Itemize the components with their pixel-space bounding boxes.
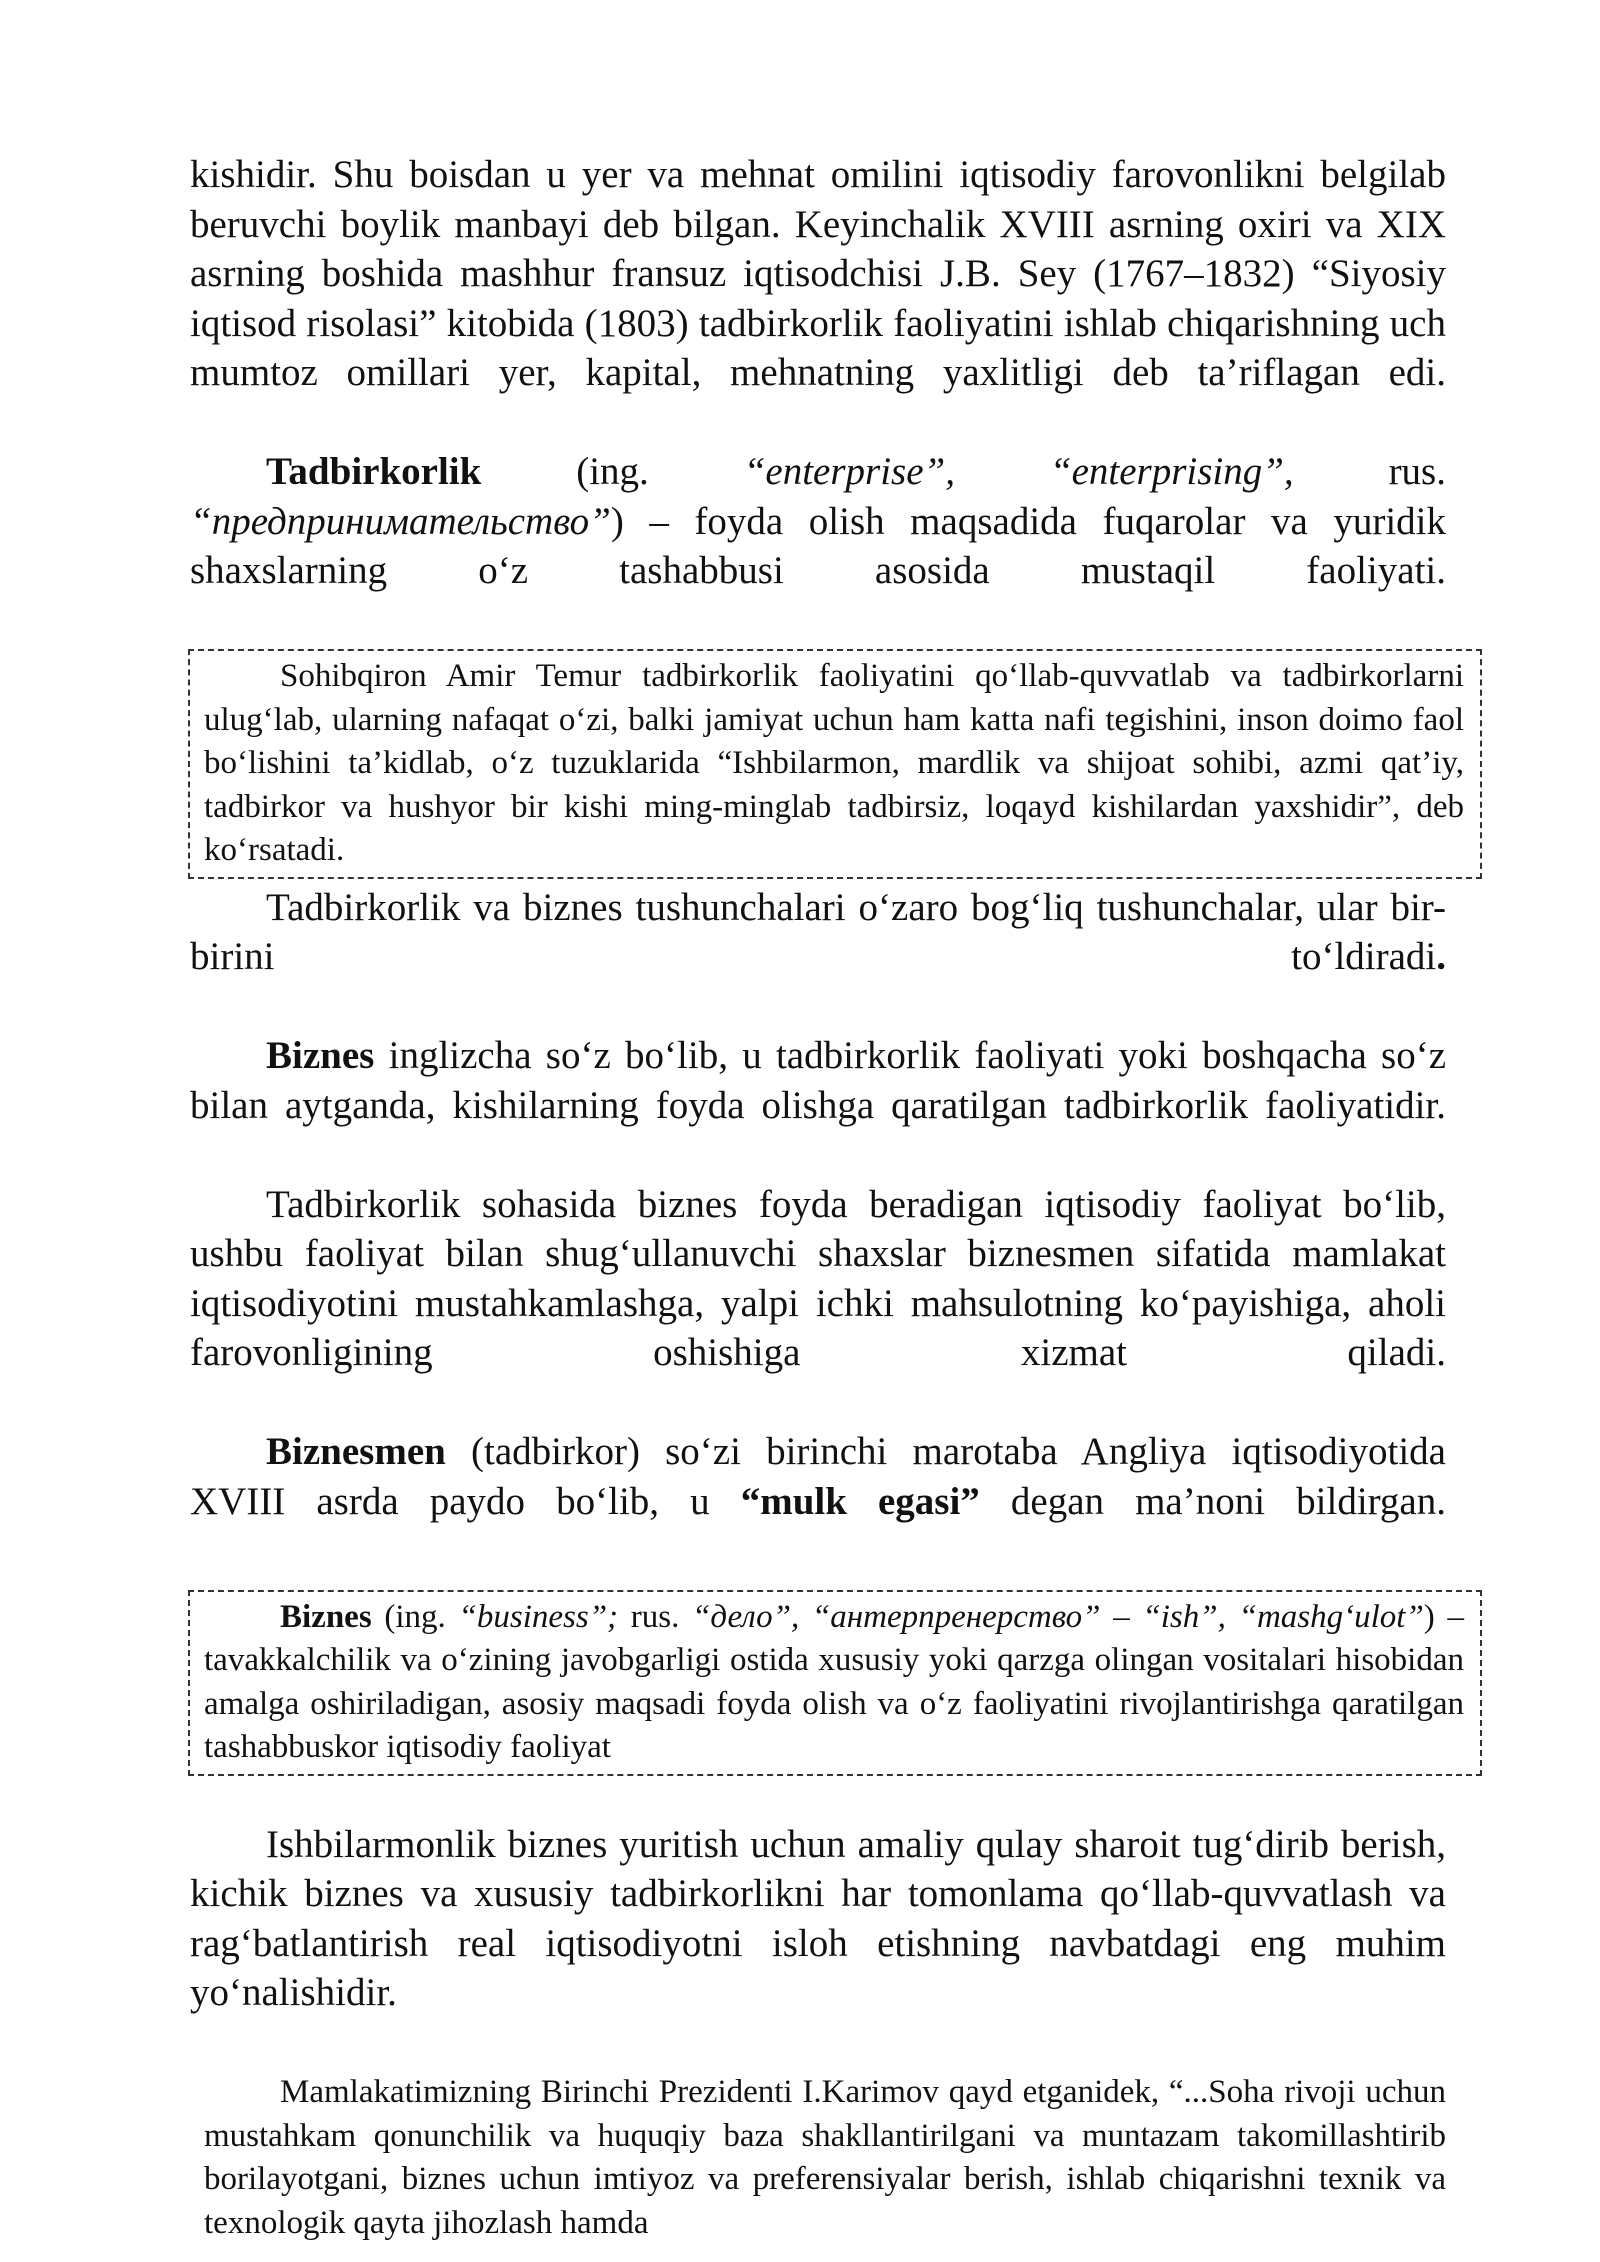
bold-period: . [1436,935,1446,978]
term-biznes: Biznes [266,1034,375,1077]
box-text: rus. [618,1598,693,1635]
definition-text: rus. [1293,450,1446,493]
amir-temur-note-box [188,649,1482,879]
term-biznes-box: Biznes [280,1598,372,1635]
definition-text: (ing. [481,450,744,493]
paragraph-intro [190,150,1446,447]
paragraph-intro-text: kishidir. Shu boisdan u yer va mehnat omilini iqtisodiy farovonlikni belgilab beruvchi boylik manbayi deb bilgan. Keyinchalik XVIII asrning oxiri va XIX asrning boshida mashhur fransuz iqtisodchisi J.B. Sey (1767–1832) “Siyosiy iqtisod risolasi” kitobida (1803) tadbirkorlik faoliyatini ishlab chiqarishning uch mumtoz omillari yer, kapital, mehnatning yaxlitligi deb ta’riflagan edi. [190,153,1446,394]
russian-uzbek-terms: “дело”, “антерпренерство” – “ish”, “mashg‘ulot” [692,1598,1424,1635]
english-term: “business”; [458,1598,619,1635]
biznes-definition-text [204,1596,1464,1770]
paragraph-biznes-economy [190,1180,1446,1428]
biznesmen-text: (tadbirkor) so‘zi birinchi marotaba Angliya iqtisodiyotida XVIII asrda paydo bo‘lib, u [190,1430,1446,1523]
mulk-egasi-bold: “mulk egasi” [740,1479,980,1523]
term-biznesmen: Biznesmen [266,1430,446,1473]
biznesmen-text: degan ma’noni bildirgan. [979,1479,1446,1523]
amir-temur-note-text: Sohibqiron Amir Temur tadbirkorlik faoliyatini qo‘llab-quvvatlab va tadbirkorlarni ulug‘lab, ularning nafaqat o‘zi, balki jamiyat uchun ham katta nafi tegishini, inson doimo faol bo‘lishini ta’kidlab, o‘z tuzuklarida “Ishbilarmon, mardlik va shijoat sohibi, azmi qat’iy, tadbirkor va hushyor bir kishi ming-minglab tadbirsiz, loqayd kishilardan yaxshidir”, deb ko‘rsatadi. [204,658,1464,868]
ishbilarmonlik-text: Ishbilarmonlik biznes yuritish uchun amaliy qulay sharoit tug‘dirib berish, kichik biznes va xususiy tadbirkorlikni har tomonlama qo‘llab-quvvatlash va rag‘batlantirish real iqtisodiyotni isloh etishning navbatdagi eng muhim yo‘nalishidir. [190,1822,1446,2014]
concepts-text: Tadbirkorlik va biznes tushunchalari o‘zaro bog‘liq tushunchalar, ular bir-birini to‘ldiradi [190,885,1446,978]
paragraph-biznesmen [190,1427,1446,1576]
definition-text: ) – foyda olish maqsadida fuqarolar va yuridik shaxslarning o‘z tashabbusi asosida mustaqil faoliyati. [190,499,1446,592]
biznes-text: inglizcha so‘z bo‘lib, u tadbirkorlik faoliyati yoki boshqacha so‘z bilan aytganda, kishilarning foyda olishga qaratilgan tadbirkorlik faoliyatidir. [190,1034,1446,1127]
paragraph-concepts-related [190,883,1446,1032]
biznes-definition-box [188,1590,1482,1776]
page-body [190,150,1464,2245]
term-tadbirkorlik: Tadbirkorlik [266,450,482,493]
paragraph-biznes [190,1031,1446,1180]
english-terms: “enterprise”, “enterprising”, [743,450,1294,493]
russian-term: “предпринимательство” [190,499,611,543]
paragraph-tadbirkorlik-definition [190,447,1446,645]
box-text: ) – tavakkalchilik va o‘zining javobgarligi ostida xususiy yoki qarzga olingan vositalari hisobidan amalga oshiriladigan, asosiy maqsadi foyda olish va o‘z faoliyatini rivojlantirishga qaratilgan tashabbuskor iqtisodiy faoliyat [204,1598,1464,1765]
biznes-economy-text: Tadbirkorlik sohasida biznes foyda beradigan iqtisodiy faoliyat bo‘lib, ushbu faoliyat bilan shug‘ullanuvchi shaxslar biznesmen sifatida mamlakat iqtisodiyotini mustahkamlashga, yalpi ichki mahsulotning ko‘payishiga, aholi farovonligining oshishiga xizmat qiladi. [190,1182,1446,1374]
karimov-quote: Mamlakatimizning Birinchi Prezidenti I.Karimov qayd etganidek, “...Soha rivoji uchun mustahkam qonunchilik va huquqiy baza shakllantirilgani va muntazam takomillashtirib borilayotgani, biznes uchun imtiyoz va preferensiyalar berish, ishlab chiqarishni texnik va texnologik qayta jihozlash hamda [204,2074,1446,2241]
paragraph-ishbilarmonlik [190,1820,1446,2068]
box-text: (ing. [371,1598,459,1635]
